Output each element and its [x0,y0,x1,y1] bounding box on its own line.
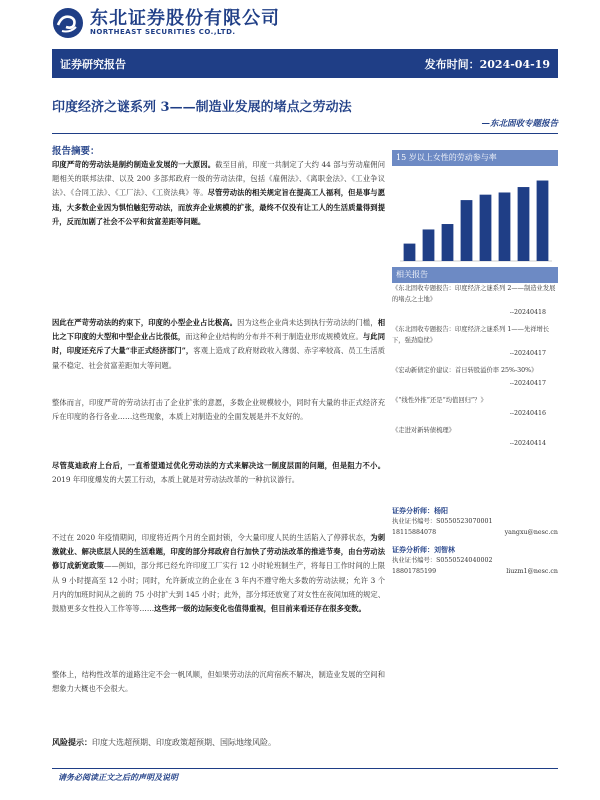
company-logo [52,6,282,40]
paragraph-run: 客观上造成了政府财政收入薄弱、赤字率较高、员工生活质量不稳定、社会贫富差距加大等问题。 [52,346,385,370]
paragraph-run: ——例如，部分邦已经允许印度工厂实行 12 小时轮班制生产，将每日工作时间的上限从 9 小时提高至 12 小时；同时，允许新成立的企业在 3 年内不遵守绝大多数的劳动法规；允许 3 个月内的加班时间从之前的 75 小时扩大到 145 小时；此外，部分邦还放宽了对女性在夜间加班的规定、鼓励更多女性投入工作等等…… [52,561,386,614]
chart-bar [518,187,530,261]
chart-bar [404,244,416,261]
report-subtitle: —东北固收专题报告 [481,119,558,129]
analyst-license: 执业证书编号：S0550524040002 [392,557,493,564]
chart-title: 15 岁以上女性的劳动参与率 [392,150,558,166]
paragraph-1 [52,158,385,229]
paragraph-run: 2019 年印度爆发的大罢工行动，本质上就是对劳动法改革的一种抗议游行。 [52,475,300,485]
paragraph-run: 整体而言，印度严苛的劳动法打击了企业扩张的意愿，多数企业规模较小，同时有大量的非正式经济充斥在印度的各行各业……这些现象，本质上对制造业的全面发展是并不友好的。 [52,398,385,422]
paragraph-run: 相比之下印度的大型和中型企业占比很低， [52,318,386,342]
related-report-title[interactable]: 《走进对新转债梳理》 [392,427,455,434]
paragraph-5 [52,531,385,616]
paragraph-6 [52,668,385,696]
related-report-title[interactable]: 《宏动新债定价建议：首日转股溢价率 25%-30%》 [392,367,538,374]
brand-name-en: NORTHEAST SECURITIES CO.,LTD. [90,28,236,36]
paragraph-run: 为刺激就业、解决底层人民的生活难题，印度的部分邦政府自行加快了劳动法改革的推进节奏，由台劳动法修订成新宽政策 [52,533,385,571]
report-category: 证券研究报告 [60,57,126,71]
paragraph-run: 截至目前，印度一共制定了大约 44 部与劳动雇佣问题相关的联邦法律、以及 200 多部邦政府一级的劳动法律，包括《雇佣法》、《离职金法》、《工业争议法》、《合同工法》、《工厂法》、《工资法典》等。 [52,160,385,198]
related-report-date: --20240416 [509,410,546,417]
paragraph-run: 尽管劳动法的相关规定旨在提高工人福利，但是事与愿违，大多数企业因为惧怕触犯劳动法，而放弃企业规模的扩张，最终不仅没有让工人的生活质量得到提升，反而加剧了社会不公平和贫富差距等问题。 [52,188,385,226]
related-report-date: --20240417 [509,350,546,357]
analyst-list [392,505,558,583]
paragraph-run: 印度严苛的劳动法是制约制造业发展的一大原因。 [52,160,216,169]
analyst-card [392,544,558,577]
related-report-title[interactable]: 《东北固收专题报告：印度经济之谜系列 1——先祥增长下，强劲隐忧》 [392,326,550,344]
title-divider [52,133,558,134]
paragraph-run: 这些邦一级的边际变化也值得重视，但目前来看还存在很多变数。 [154,604,366,614]
related-report-date: --20240417 [509,380,546,387]
chart-bar [461,200,473,261]
analyst-license: 执业证书编号：S0550523070001 [392,518,493,525]
brand-name-cn: 东北证券股份有限公司 [90,8,280,29]
related-report-title[interactable]: 《东北固收专题报告：印度经济之谜系列 2——制造业发展的堵点之土地》 [392,285,556,303]
paragraph-run: 因为这些企业尚未达到执行劳动法的门槛， [237,318,378,327]
analyst-email[interactable]: liuzm1@nesc.cn [506,568,558,575]
analyst-contact [392,527,558,538]
analyst-name: 证券分析师：杨阳 [392,506,448,515]
related-report-title[interactable]: 《“线性外推”还是“均值回归”？》 [392,397,487,404]
related-report-date: --20240418 [509,309,546,316]
chart-bar [537,181,549,261]
logo-swirl-icon [52,7,84,39]
analyst-contact [392,566,558,577]
analyst-email[interactable]: yangxu@nesc.cn [504,529,558,536]
report-title: 印度经济之谜系列 3——制造业发展的堵点之劳动法 [52,100,352,115]
paragraph-2 [52,316,385,373]
chart-bar [499,192,511,261]
risk-warning [52,737,276,748]
chart-bar [480,195,492,261]
analyst-phone: 18115884078 [392,529,437,536]
risk-text: 印度大选超预期、印度政策超预期、国际地缘风险。 [92,738,276,747]
paragraph-4 [52,459,385,487]
paragraph-run: 而这种企业结构的分布并不利于制造业形成规模效应。 [185,332,363,342]
analyst-card [392,505,558,538]
paragraph-3 [52,396,385,424]
chart-bar [423,229,435,261]
footer-disclaimer: 请务必阅读正文之后的声明及说明 [58,772,178,782]
publish-date: 发布时间：2024-04-19 [424,57,550,71]
paragraph-run: 因此在严苛劳动法的约束下，印度的小型企业占比极高。 [52,318,238,327]
summary-label: 报告摘要： [52,146,100,157]
related-report-date: --20240414 [509,440,546,447]
chart-bar [442,224,454,261]
analyst-name: 证券分析师：刘智林 [392,545,455,554]
paragraph-run: 不过在 2020 年疫情期间，印度将近两个月的全面封锁，令大量印度人民的生活陷入了停滞状态， [52,533,371,542]
risk-label: 风险提示： [52,737,92,747]
paragraph-run: 整体上，结构性改革的道路注定不会一帆风顺，但如果劳动法的沉疴宿疾不解决，制造业发展的空间和想象力大概也不会很大。 [52,670,385,694]
related-reports-heading: 相关报告 [392,267,558,283]
paragraph-run: 尽管莫迪政府上台后，一直希望通过优化劳动法的方式来解决这一制度层面的问题，但是阻力不小。 [52,461,385,470]
footer-divider [52,768,558,769]
header-bar [52,49,558,78]
related-reports-list [392,283,558,455]
analyst-phone: 18801785199 [392,568,437,575]
bar-chart [392,168,558,267]
paragraph-run: 与此同时，印度还充斥了大量“非正式经济部门”， [52,332,386,356]
